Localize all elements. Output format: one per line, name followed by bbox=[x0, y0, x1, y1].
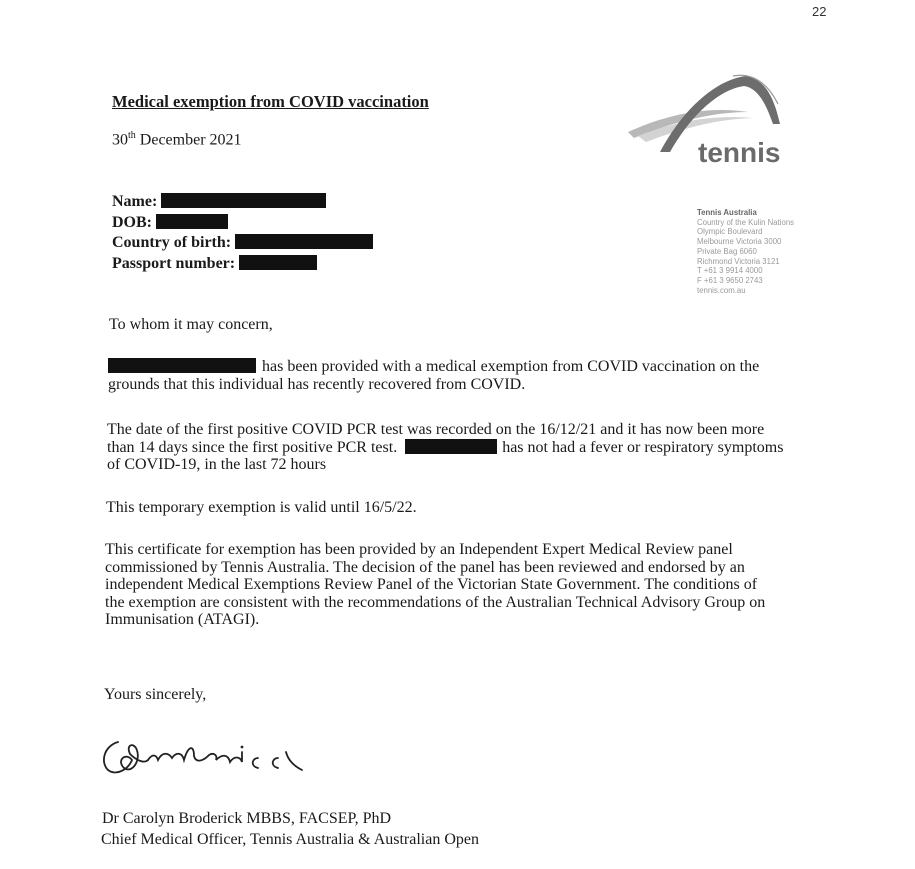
signature-image bbox=[96, 730, 346, 780]
closing: Yours sincerely, bbox=[104, 686, 207, 703]
redaction-bar bbox=[108, 358, 256, 373]
field-dob: DOB: bbox=[112, 214, 228, 232]
tennis-australia-logo bbox=[628, 74, 788, 169]
paragraph-pcr-test: The date of the first positive COVID PCR test was recorded on the 16/12/21 and it has now been more than 14 days since the first positive PCR test. has not had a fever or respiratory symptoms of COVID-19, in the last 72 hours bbox=[107, 421, 784, 473]
signer-name: Dr Carolyn Broderick MBBS, FACSEP, PhD bbox=[102, 810, 392, 827]
paragraph-validity: This temporary exemption is valid until 16/5/22. bbox=[106, 499, 417, 516]
redaction-bar bbox=[235, 234, 373, 249]
paragraph-exemption: has been provided with a medical exemption from COVID vaccination on the grounds that this individual has recently recovered from COVID. bbox=[108, 358, 760, 393]
redaction-bar bbox=[161, 193, 326, 208]
redaction-bar bbox=[239, 255, 317, 270]
redaction-bar bbox=[405, 439, 497, 454]
field-name: Name: bbox=[112, 193, 326, 211]
page-number: 22 bbox=[812, 4, 827, 19]
field-country-of-birth: Country of birth: bbox=[112, 234, 373, 252]
sender-address: Tennis Australia Country of the Kulin Nations Olympic Boulevard Melbourne Victoria 3000 Private Bag 6060 Richmond Victoria 3121 T +61 3 9914 4000 F +61 3 9650 2743 tennis.com.au bbox=[697, 208, 795, 295]
paragraph-certificate: This certificate for exemption has been provided by an Independent Expert Medical Review panel commissioned by Tennis Australia. The decision of the panel has been reviewed and endorsed by an independent Medical Exemptions Review Panel of the Victorian State Government. The conditions of the exemption are consistent with the recommendations of the Australian Technical Advisory Group on Immunisation (ATAGI). bbox=[105, 541, 766, 628]
field-passport-number: Passport number: bbox=[112, 255, 317, 273]
svg-text:tennis: tennis bbox=[698, 137, 781, 168]
letter-date: 30th December 2021 bbox=[112, 130, 242, 149]
salutation: To whom it may concern, bbox=[109, 316, 273, 333]
redaction-bar bbox=[156, 214, 228, 229]
signer-role: Chief Medical Officer, Tennis Australia & Australian Open bbox=[101, 831, 479, 848]
document-title: Medical exemption from COVID vaccination bbox=[112, 92, 429, 111]
